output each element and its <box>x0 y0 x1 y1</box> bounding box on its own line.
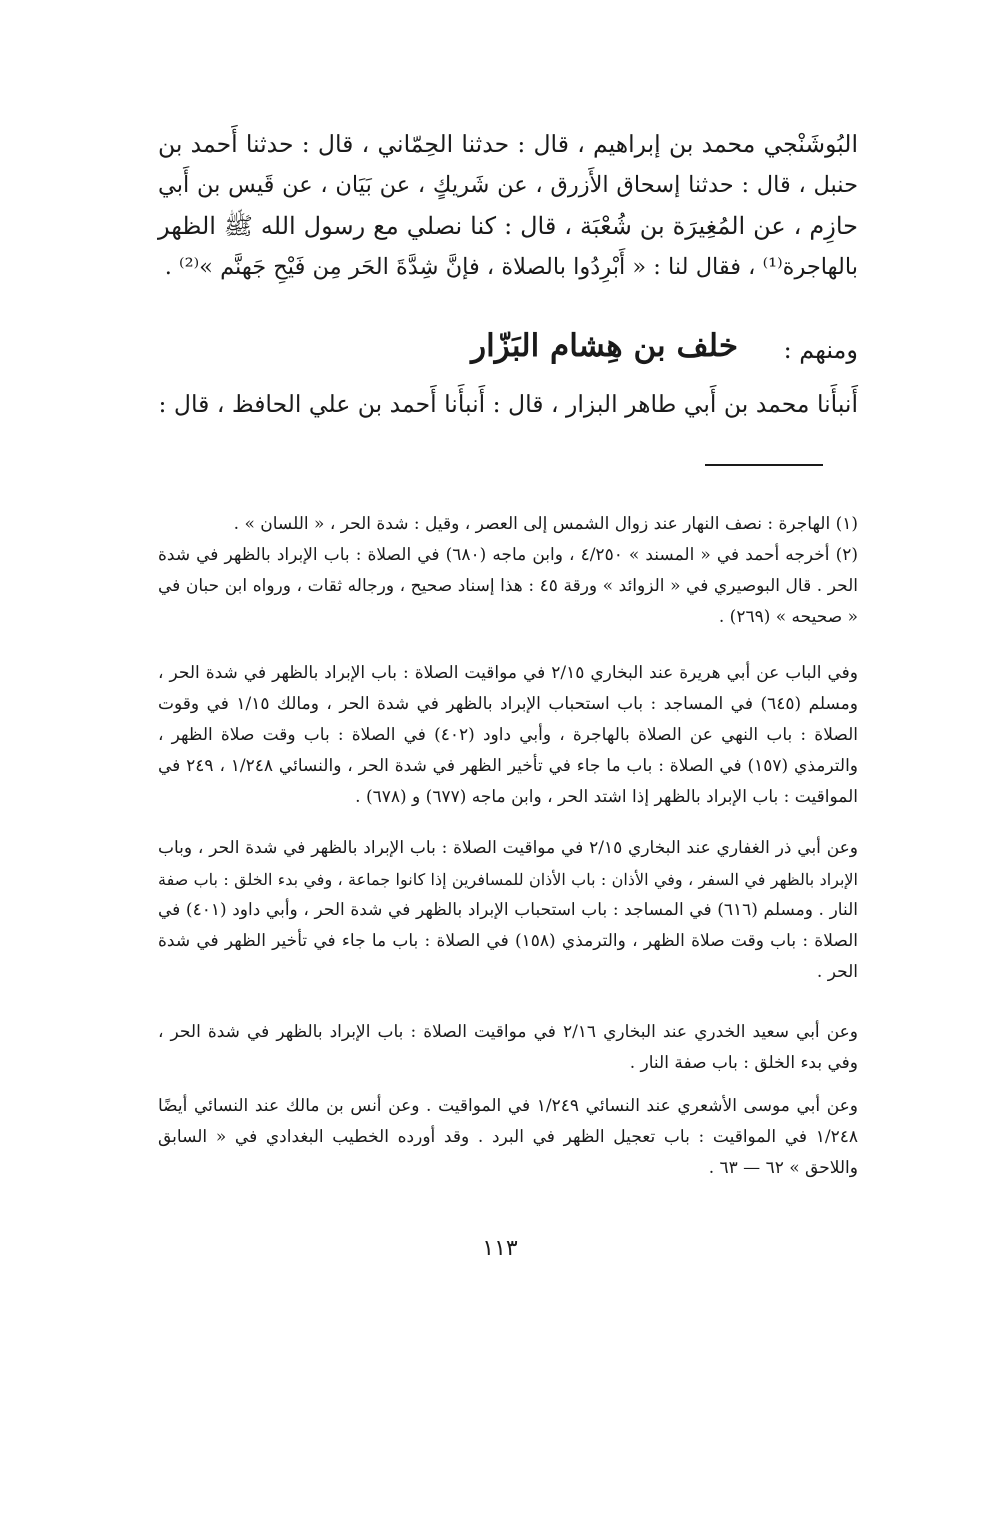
footnote-line: وفي الباب عن أبي هريرة عند البخاري ٢/١٥ في مواقيت الصلاة : باب الإبراد بالظهر في شدة الحر ، <box>158 663 858 683</box>
footnote-line: (٢) أخرجه أحمد في « المسند » ٤/٢٥٠ ، وابن ماجه (٦٨٠) في الصلاة : باب الإبراد بالظهر في شدة <box>158 545 858 565</box>
footnote-2 <box>158 540 858 633</box>
footnote-divider <box>705 464 823 466</box>
footnote-line: الصلاة : باب وقت صلاة الظهر ، والترمذي (١٥٨) في الصلاة : باب ما جاء في تأخير الظهر في شدة <box>158 931 858 951</box>
footnote-line: ١/٢٤٨ في المواقيت : باب تعجيل الظهر في البرد . وقد أورده الخطيب البغدادي في « السابق <box>158 1127 858 1147</box>
footnote-paragraph-abu-hurayra <box>158 658 858 813</box>
heading-prefix: ومنهم : <box>783 336 858 364</box>
footnote-line: الحر . قال البوصيري في « الزوائد » ورقة ٤٥ : هذا إسناد صحيح ، ورجاله ثقات ، ورواه ابن حبان في <box>158 576 858 596</box>
text-line: بالهاجرة⁽¹⁾ ، فقال لنا : « أَبْرِدُوا بالصلاة ، فإنَّ شِدَّةَ الحَر مِن فَيْحِ جَهنَّم »⁽²⁾ . <box>164 254 858 280</box>
main-paragraph-isnad <box>158 384 858 425</box>
footnote-line: والترمذي (١٥٧) في الصلاة : باب ما جاء في تأخير الظهر في شدة الحر ، والنسائي ١/٢٤٨ ، ٢٤٩ في <box>158 756 859 776</box>
footnote-line: الإبراد بالظهر في السفر ، وفي الأذان : باب الأذان للمسافرين إذا كانوا جماعة ، وفي بدء الخلق : باب صفة <box>158 870 858 889</box>
footnote-1 <box>158 509 858 540</box>
text-line: البُوشَنْجي محمد بن إبراهيم ، قال : حدثنا الحِمّاني ، قال : حدثنا أَحمد بن <box>158 130 858 158</box>
section-heading <box>158 328 858 374</box>
footnote-line: وعن أبي ذر الغفاري عند البخاري ٢/١٥ في مواقيت الصلاة : باب الإبراد بالظهر في شدة الحر ، وباب <box>158 838 859 858</box>
footnote-line: الحر . <box>816 962 858 982</box>
main-paragraph-hadith <box>158 124 858 288</box>
footnote-line: المواقيت : باب الإبراد بالظهر إذا اشتد الحر ، وابن ماجه (٦٧٧) و (٦٧٨) . <box>355 787 858 807</box>
heading-name: خلف بن هِشام البَزّار <box>471 328 738 364</box>
footnote-line: واللاحق » ٦٢ — ٦٣ . <box>708 1158 858 1178</box>
footnote-line: وفي بدء الخلق : باب صفة النار . <box>629 1053 858 1073</box>
footnote-line: وعن أبي سعيد الخدري عند البخاري ٢/١٦ في مواقيت الصلاة : باب الإبراد بالظهر في شدة الحر ، <box>158 1022 858 1042</box>
footnote-line: « صحيحه » (٢٦٩) . <box>718 607 858 627</box>
footnote-line: ومسلم (٦٤٥) في المساجد : باب استحباب الإبراد بالظهر في شدة الحر ، ومالك ١/١٥ في وقوت <box>158 694 858 714</box>
footnote-line: (١) الهاجرة : نصف النهار عند زوال الشمس إلى العصر ، وقيل : شدة الحر ، « اللسان » . <box>233 514 858 534</box>
text-line: حنبل ، قال : حدثنا إسحاق الأَزرق ، عن شَريكٍ ، عن بَيَان ، عن قَيس بن أَبي <box>158 172 858 198</box>
footnote-paragraph-abu-said <box>158 1017 858 1079</box>
page-number: ١١٣ <box>482 1236 518 1261</box>
text-line: أَنبأَنا محمد بن أَبي طاهر البزار ، قال : أَنبأَنا أَحمد بن علي الحافظ ، قال : <box>158 390 858 418</box>
footnote-paragraph-abu-dharr <box>158 833 858 988</box>
text-line: حازِم ، عن المُغِيرَة بن شُعْبَة ، قال : كنا نصلي مع رسول الله ﷺ الظهر <box>158 212 858 240</box>
footnote-line: الصلاة : باب النهي عن الصلاة بالهاجرة ، وأبي داود (٤٠٢) في الصلاة : باب وقت صلاة الظهر ، <box>158 725 859 745</box>
footnote-line: النار . ومسلم (٦١٦) في المساجد : باب استحباب الإبراد بالظهر في شدة الحر ، وأبي داود (٤٠١) في <box>158 900 858 920</box>
footnote-line: وعن أبي موسى الأشعري عند النسائي ١/٢٤٩ في المواقيت . وعن أنس بن مالك عند النسائي أيضًا <box>158 1096 858 1116</box>
footnote-paragraph-abu-musa <box>158 1091 858 1184</box>
